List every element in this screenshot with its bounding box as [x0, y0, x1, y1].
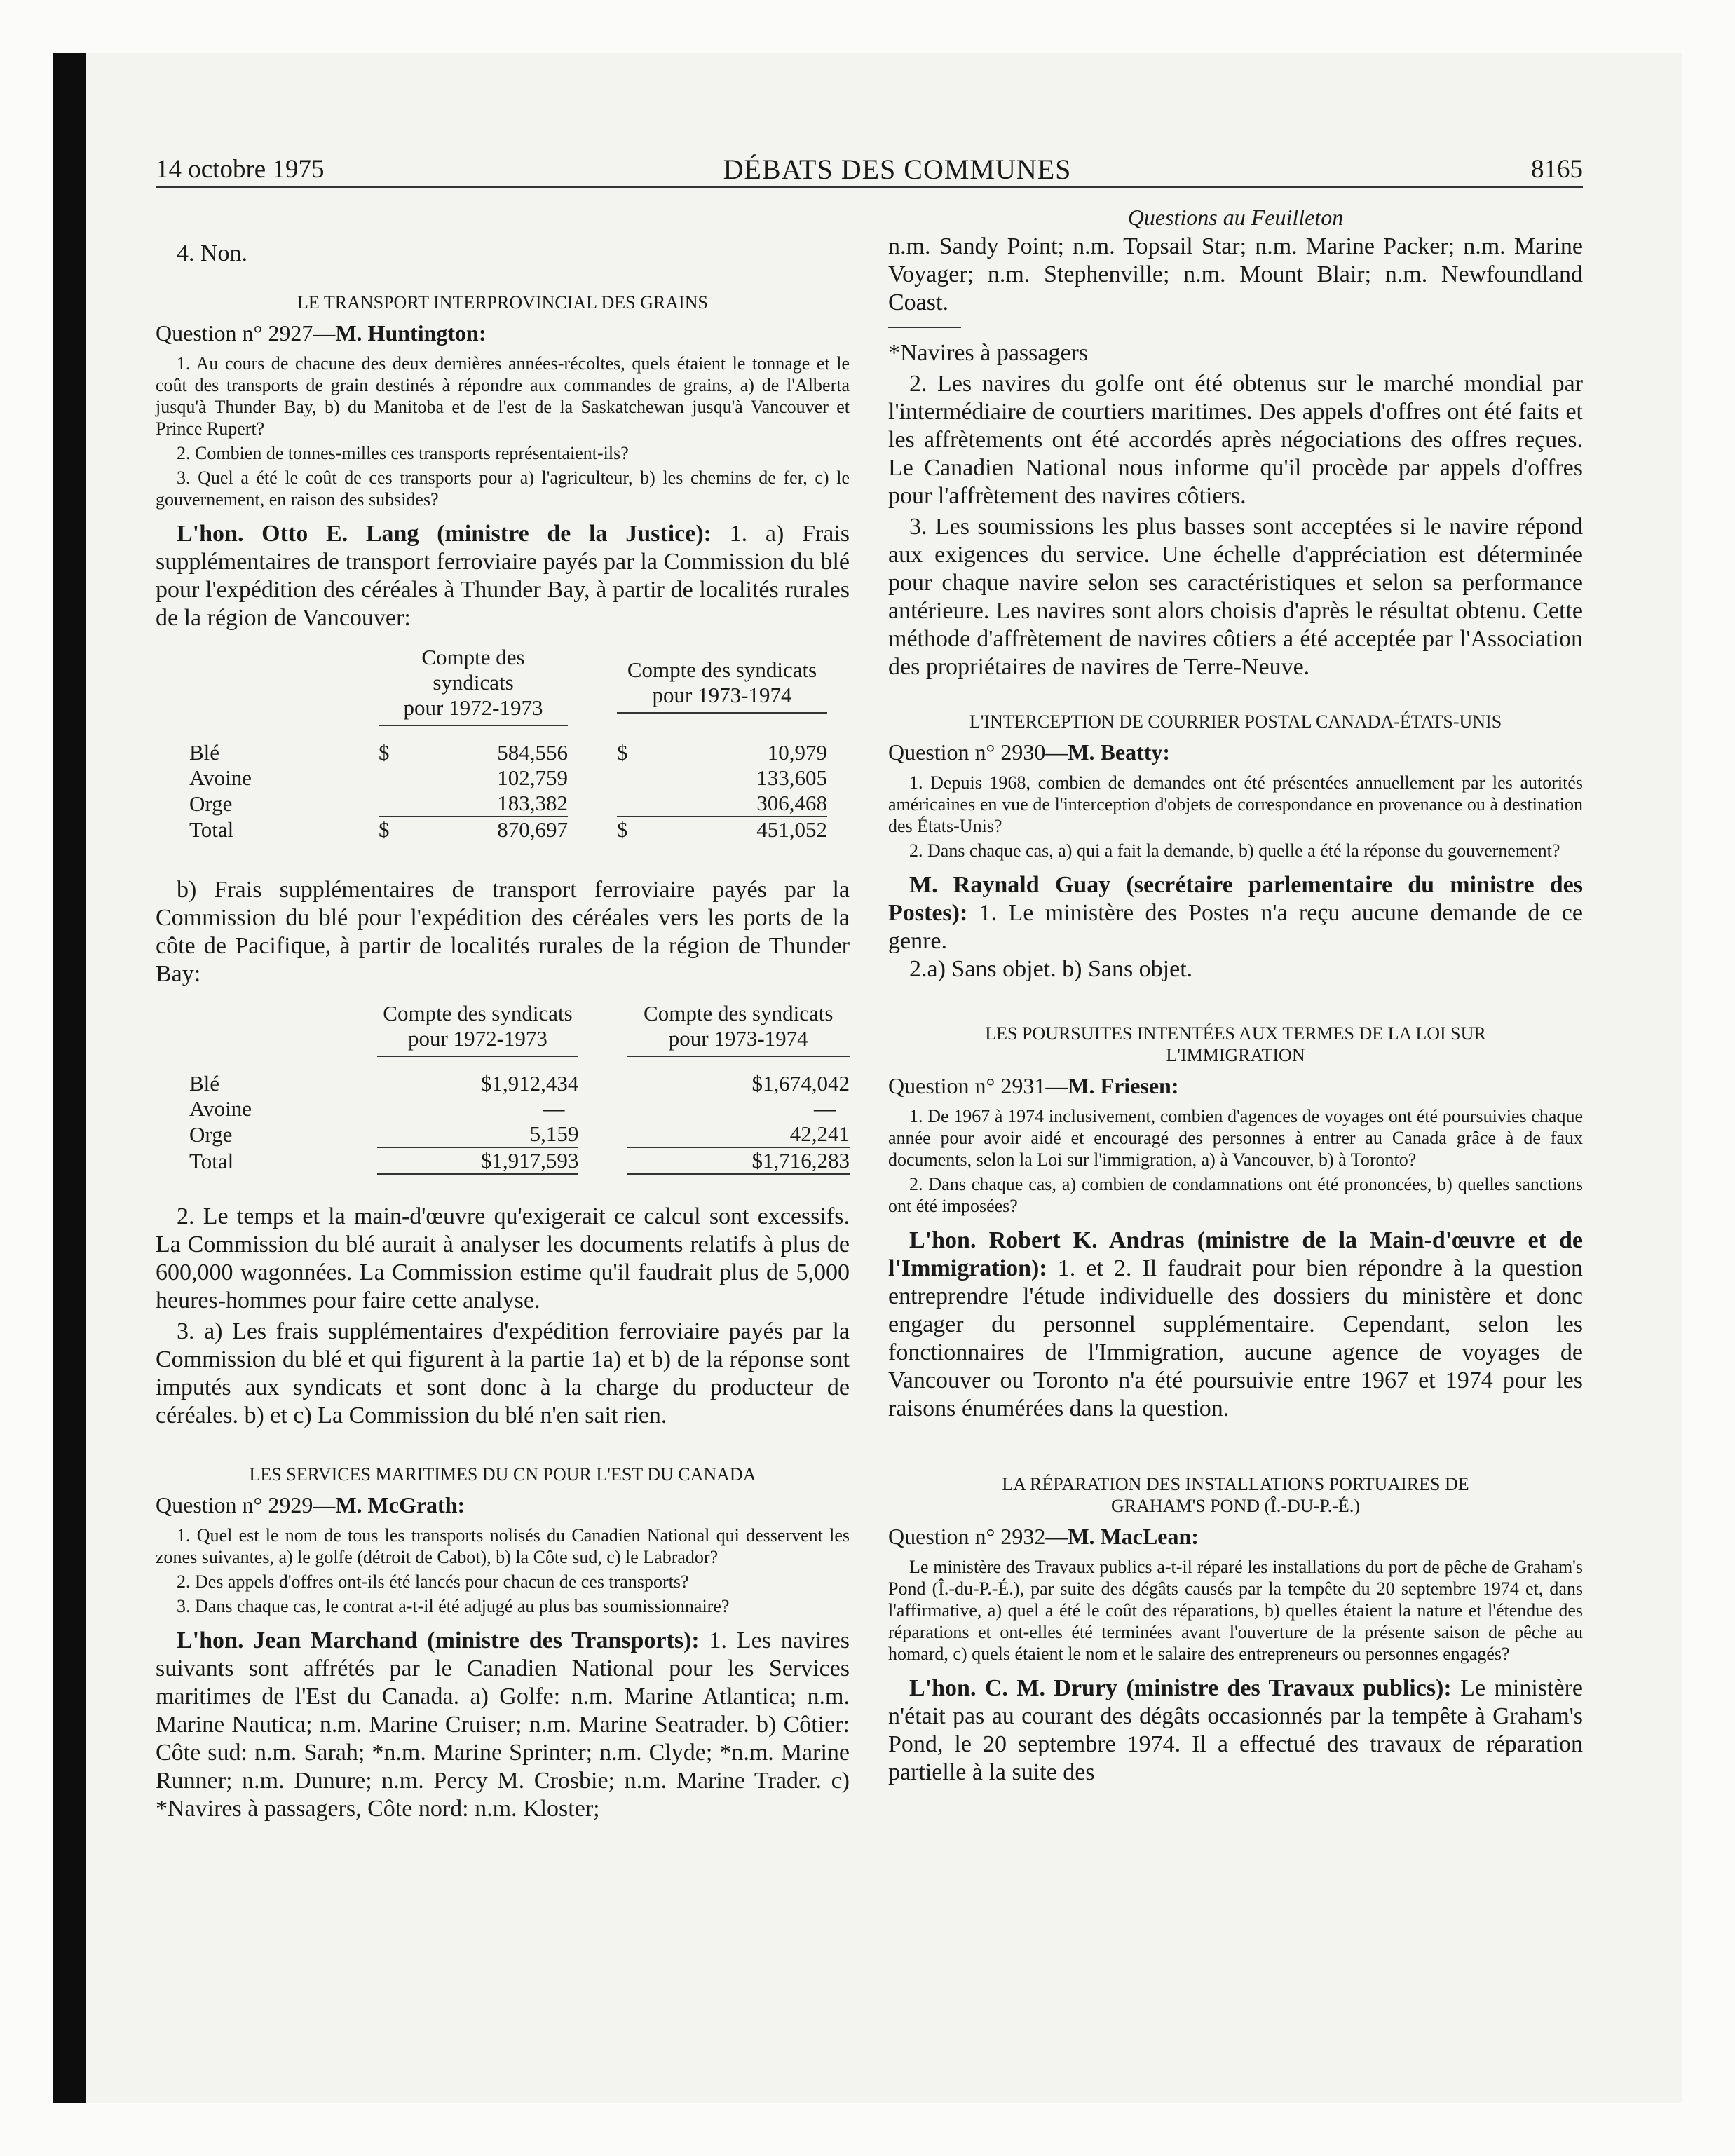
speaker-name: L'hon. C. M. Drury (ministre des Travaux publics):	[909, 1675, 1452, 1701]
table-cell: $1,912,434	[480, 1071, 579, 1096]
section-title-line: GRAHAM'S POND (Î.-DU-P.-É.)	[1111, 1496, 1360, 1516]
table-row	[189, 1096, 850, 1121]
column-header: Compte des syndicats	[627, 657, 817, 682]
answer-paragraph: n.m. Sandy Point; n.m. Topsail Star; n.m. Marine Packer; n.m. Marine Voyager; n.m. Stephenville; n.m. Mount Blair; n.m. Newfoundland Coast.	[888, 233, 1583, 315]
question-text: 2. Dans chaque cas, a) qui a fait la demande, b) quelle a été la réponse du gouvernement?	[909, 840, 1560, 861]
table-cell: $1,674,042	[751, 1071, 850, 1096]
answer-text: 1. Le ministère des Postes n'a reçu aucune demande de ce genre.	[888, 900, 1583, 954]
section-title-line: L'IMMIGRATION	[1166, 1045, 1305, 1065]
question-number: Question n° 2932—	[888, 1524, 1068, 1549]
answer-paragraph: 3. a) Les frais supplémentaires d'expédition ferroviaire payés par la Commission du blé et qui figurent à la partie 1a) et b) de la réponse sont imputés aux syndicats et sont donc à la charge du producteur de céréales. b) et c) La Commission du blé n'en sait rien.	[156, 1318, 850, 1428]
table-cell: 584,556	[497, 740, 568, 765]
expense-table	[189, 645, 827, 842]
question-number: Question n° 2931—	[888, 1073, 1068, 1098]
answer-paragraph: 2. Le temps et la main-d'œuvre qu'exigerait ce calcul sont excessifs. La Commission du blé aurait à analyser les documents relatifs à plus de 600,000 wagonnées. La Commission estime qu'il faudrait plus de 5,000 heures-hommes pour faire cette analyse.	[156, 1203, 850, 1314]
right-column	[888, 203, 1583, 1787]
answer-paragraph	[888, 1674, 1583, 1787]
question-text: 3. Quel a été le coût de ces transports pour a) l'agriculteur, b) les chemins de fer, c) le gouvernement, en raison des subsides?	[156, 468, 850, 510]
section-title	[888, 1473, 1583, 1517]
question-author: M. Huntington:	[335, 320, 487, 346]
answer-paragraph	[156, 1627, 850, 1823]
question-number: Question n° 2929—	[156, 1492, 336, 1517]
currency-sign: $	[379, 817, 390, 842]
answer-paragraph: 3. Les soumissions les plus basses sont acceptées si le navire répond aux exigences du service. Une échelle d'appréciation est déterminée pour chaque navire selon ses caractéristiques et selon sa performance antérieure. Les navires sont alors choisis d'après le résultat obtenu. Cette méthode d'affrètement de navires côtiers a été acceptée par l'Association des propriétaires de navires de Terre-Neuve.	[888, 514, 1583, 680]
row-label: Orge	[189, 1122, 233, 1147]
question-text: 1. De 1967 à 1974 inclusivement, combien d'agences de voyages ont été poursuivies chaque année pour avoir aidé et encouragé des personnes à entrer au Canada grâce à de faux documents, selon la Loi sur l'immigration, a) à Vancouver, b) à Toronto?	[888, 1106, 1583, 1170]
answer-text: 1. Les navires suivants sont affrétés par le Canadien National pour les Services maritimes de l'Est du Canada. a) Golfe: n.m. Marine Atlantica; n.m. Marine Nautica; n.m. Marine Cruiser; n.m. Marine Seatrader. b) Côtier: Côte sud: n.m. Sarah; *n.m. Marine Sprinter; n.m. Clyde; *n.m. Marine Runner; n.m. Dunure; n.m. Percy M. Crosbie; n.m. Marine Trader. c) *Navires à passagers, Côte nord: n.m. Kloster;	[156, 1628, 850, 1822]
section-title	[888, 1023, 1583, 1066]
table-cell: $1,917,593	[377, 1147, 579, 1174]
currency-sign: $	[617, 740, 628, 765]
table-row	[189, 765, 827, 791]
header-rule	[156, 186, 1583, 188]
table-cell: 5,159	[377, 1121, 579, 1147]
speaker-name: M. Raynald Guay (secrétaire parlementaire du ministre des Postes):	[888, 872, 1583, 926]
column-header: pour 1973-1974	[652, 683, 792, 707]
question-number: Question n° 2930—	[888, 739, 1068, 765]
speaker-name: L'hon. Robert K. Andras (ministre de la Main-d'œuvre et de l'Immigration):	[888, 1227, 1583, 1281]
question-author: M. MacLean:	[1068, 1524, 1199, 1549]
column-header: pour 1972-1973	[403, 695, 543, 720]
table-cell: 870,697	[497, 817, 568, 842]
question-heading	[888, 1072, 1583, 1100]
speaker-name: L'hon. Otto E. Lang (ministre de la Justice):	[177, 521, 712, 547]
answer-text: 1. a) Frais supplémentaires de transport ferroviaire payés par la Commission du blé pour l'expédition des céréales à Thunder Bay, à partir de localités rurales de la région de Vancouver:	[156, 521, 850, 631]
table-cell: 451,052	[756, 817, 827, 842]
answer-text: Le ministère n'était pas au courant des dégâts occasionnés par la tempête à Graham's Pond, le 20 septembre 1974. Il a effectué des travaux de réparation partielle à la suite des	[888, 1675, 1583, 1785]
table-cell: 183,382	[497, 791, 568, 815]
header-title: DÉBATS DES COMMUNES	[723, 153, 1072, 185]
section-title-line: LES POURSUITES INTENTÉES AUX TERMES DE LA LOI SUR	[985, 1023, 1486, 1044]
question-text: 3. Dans chaque cas, le contrat a-t-il été adjugé au plus bas soumissionnaire?	[177, 1596, 730, 1616]
running-head: Questions au Feuilleton	[1127, 205, 1344, 230]
answer-paragraph	[156, 520, 850, 632]
answer-paragraph	[888, 1227, 1583, 1423]
question-text: 2. Dans chaque cas, a) combien de condamnations ont été prononcées, b) quelles sanctions ont été imposées?	[888, 1174, 1583, 1216]
question-heading	[888, 1522, 1583, 1550]
question-text: 2. Des appels d'offres ont-ils été lancés pour chacun de ces transports?	[177, 1571, 689, 1592]
currency-sign: $	[379, 740, 390, 765]
question-author: M. McGrath:	[335, 1492, 465, 1517]
speaker-name: L'hon. Jean Marchand (ministre des Transports):	[177, 1628, 700, 1653]
row-label: Orge	[189, 791, 233, 816]
table-cell: $1,716,283	[627, 1147, 850, 1174]
answer-text: 1. et 2. Il faudrait pour bien répondre à la question entreprendre l'étude individuelle des dossiers du ministère et donc engager du personnel supplémentaire. Cependant, selon les fonctionnaires de l'Immigration, aucune agence de voyages de Vancouver ou Toronto n'a été poursuivie entre 1967 et 1974 pour les raisons énumérées dans la question.	[888, 1255, 1583, 1421]
section-title-line: LA RÉPARATION DES INSTALLATIONS PORTUAIRES DE	[1002, 1474, 1469, 1494]
left-column	[156, 203, 850, 1823]
row-label: Blé	[189, 1071, 220, 1096]
section-title: LE TRANSPORT INTERPROVINCIAL DES GRAINS	[297, 292, 708, 313]
column-header: Compte des syndicats	[421, 645, 525, 695]
table-total-row	[189, 1147, 850, 1174]
answer-paragraph: b) Frais supplémentaires de transport ferroviaire payés par la Commission du blé pour l'expédition des céréales vers les ports de la côte de Pacifique, à partir de localités rurales de la région de Thunder Bay:	[156, 877, 850, 987]
row-label: Blé	[189, 740, 220, 765]
question-text: 1. Depuis 1968, combien de demandes ont été présentées annuellement par les autorités américaines en vue de l'interception d'objets de correspondance en provenance ou à destination des États-Unis?	[888, 772, 1583, 836]
question-author: M. Friesen:	[1068, 1073, 1179, 1098]
table-row	[189, 791, 827, 817]
column-header: Compte des syndicats	[383, 1001, 573, 1025]
question-text: 2. Combien de tonnes-milles ces transports représentaient-ils?	[177, 443, 629, 463]
table-total-row	[189, 817, 827, 842]
header-page-number: 8165	[1531, 155, 1583, 184]
question-text: 1. Quel est le nom de tous les transports nolisés du Canadien National qui desservent les zones suivantes, a) le golfe (détroit de Cabot), b) la Côte sud, c) le Labrador?	[156, 1525, 850, 1567]
column-header: pour 1973-1974	[668, 1026, 808, 1051]
answer-paragraph: 4. Non.	[177, 240, 248, 266]
table-cell: 10,979	[767, 740, 827, 765]
answer-paragraph: 2. Les navires du golfe ont été obtenus sur le marché mondial par l'intermédiaire de courtiers maritimes. Des appels d'offres ont été faits et les affrètements ont été accordés après négociations des offres reçues. Le Canadien National nous informe qu'il procède par appels d'offres pour l'affrètement des navires côtiers.	[888, 371, 1583, 509]
row-label: Avoine	[189, 765, 252, 790]
column-header: Compte des syndicats	[644, 1001, 834, 1025]
section-title: L'INTERCEPTION DE COURRIER POSTAL CANADA-ÉTATS-UNIS	[969, 711, 1502, 732]
row-label: Total	[189, 1149, 234, 1173]
question-author: M. Beatty:	[1068, 739, 1171, 765]
question-heading	[156, 1491, 850, 1519]
answer-paragraph: 2.a) Sans objet. b) Sans objet.	[909, 956, 1193, 982]
question-number: Question n° 2927—	[156, 320, 336, 346]
row-label: Avoine	[189, 1096, 252, 1121]
footnote-text: *Navires à passagers	[888, 340, 1089, 366]
table-cell: 133,605	[756, 765, 827, 790]
header-date: 14 octobre 1975	[156, 155, 325, 184]
table-row	[189, 740, 827, 765]
column-header: pour 1972-1973	[408, 1026, 547, 1051]
currency-sign: $	[617, 817, 628, 842]
table-row	[189, 1071, 850, 1096]
separator-rule	[888, 327, 961, 328]
question-heading	[156, 319, 850, 347]
question-heading	[888, 738, 1583, 766]
expense-table	[189, 1001, 850, 1175]
table-cell: 306,468	[756, 791, 827, 815]
row-label: Total	[189, 817, 234, 842]
question-text: Le ministère des Travaux publics a-t-il réparé les installations du port de pêche de Graham's Pond (Î.-du-P.-É.), par suite des dégâts causés par la tempête du 20 septembre 1974 et, dans l'affirmative, a) quel a été le coût des réparations, b) quelles étaient la nature et l'étendue des réparations et ont-elles été terminées avant l'ouverture de la présente saison de pêche au homard, c) quels étaient le nom et le salaire des entrepreneurs ou personnes engagés?	[888, 1557, 1583, 1664]
table-cell: —	[543, 1096, 565, 1121]
answer-paragraph	[888, 871, 1583, 955]
section-title: LES SERVICES MARITIMES DU CN POUR L'EST DU CANADA	[249, 1464, 756, 1485]
table-cell: 102,759	[497, 765, 568, 790]
table-cell: 42,241	[627, 1121, 850, 1147]
table-cell: —	[814, 1096, 836, 1121]
binding-edge	[53, 53, 86, 2103]
table-row	[189, 1121, 850, 1147]
question-text: 1. Au cours de chacune des deux dernières années-récoltes, quels étaient le tonnage et le coût des transports de grain destinés à répondre aux commandes de grains, a) de l'Alberta jusqu'à Thunder Bay, b) du Manitoba et de l'est de la Saskatchewan jusqu'à Vancouver et Prince Rupert?	[156, 353, 850, 439]
